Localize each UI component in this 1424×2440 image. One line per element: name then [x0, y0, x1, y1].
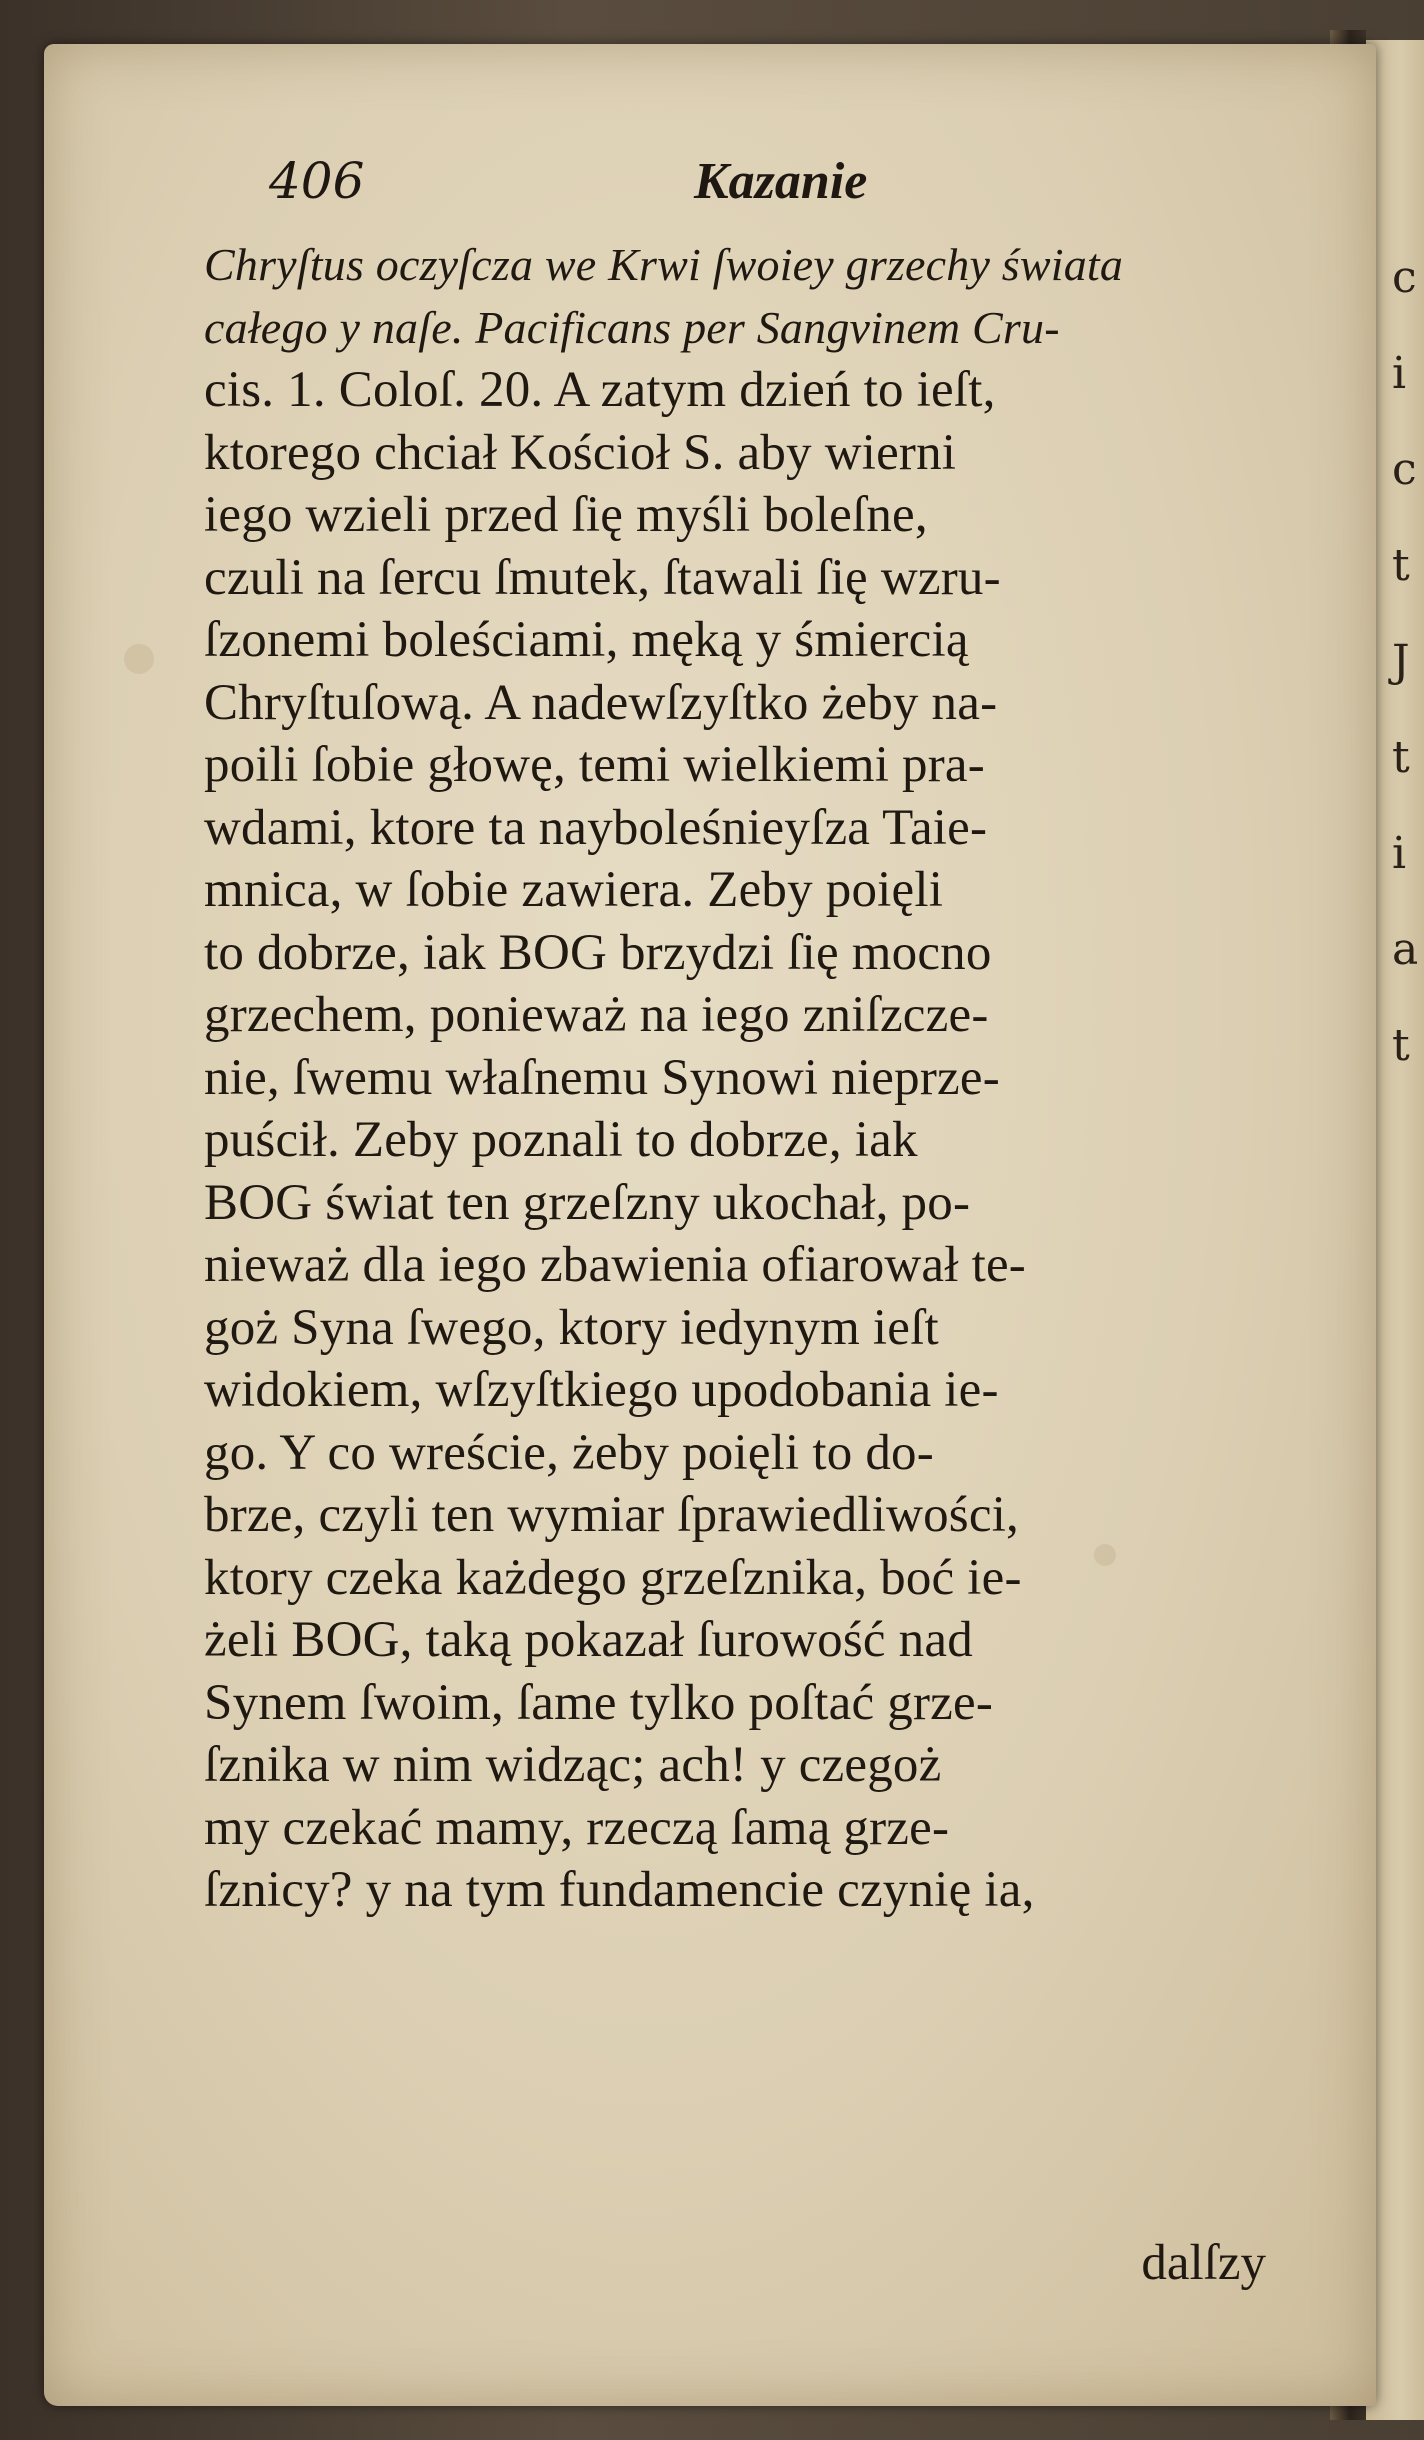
text-line: grzechem, ponieważ na iego zniſzcze- — [204, 987, 989, 1043]
text-line: czuli na ſercu ſmutek, ſtawali ſię wzru- — [204, 549, 1001, 606]
facing-page-letter: c — [1392, 252, 1417, 303]
facing-page-letter: i — [1392, 828, 1407, 879]
facing-page-marks — [1392, 230, 1422, 1094]
text-line: go. Y co wreście, żeby poięli to do- — [204, 1424, 934, 1481]
text-line: brze, czyli ten wymiar ſprawiedliwości, — [204, 1487, 1020, 1543]
text-line: my czekać mamy, rzeczą ſamą grze- — [204, 1799, 950, 1856]
text-line: ſznicy? y na tym fundamencie czynię ia, — [204, 1862, 1035, 1918]
facing-page-letter: t — [1392, 1020, 1410, 1071]
text-line: wdami, ktore ta nayboleśnieyſza Taie- — [204, 799, 988, 856]
paper-stain — [124, 644, 154, 674]
facing-page-letter: c — [1392, 444, 1417, 495]
facing-page-letter: t — [1392, 732, 1410, 783]
text-line: Synem ſwoim, ſame tylko poſtać grze- — [204, 1674, 994, 1731]
text-line: cis. 1. Coloſ. 20. A zatym dzień to ieſt, — [204, 362, 996, 418]
text-line: ktory czeka każdego grzeſznika, boć ie- — [204, 1549, 1022, 1606]
text-line: ſznika w nim widząc; ach! y czegoż — [204, 1737, 942, 1793]
text-line: puścił. Zeby poznali to dobrze, iak — [204, 1112, 918, 1168]
facing-page-letter: i — [1392, 348, 1407, 399]
facing-page-letter: a — [1392, 924, 1419, 975]
text-line: mnica, w ſobie zawiera. Zeby poięli — [204, 862, 944, 918]
text-line: nie, ſwemu właſnemu Synowi nieprze- — [204, 1049, 1000, 1106]
text-line: Chryſtus oczyſcza we Krwi ſwoiey grzechy świata — [204, 239, 1124, 290]
page-header — [44, 152, 1376, 222]
text-line: iego wzieli przed ſię myśli boleſne, — [204, 487, 928, 543]
text-line: widokiem, wſzyſtkiego upodobania ie- — [204, 1362, 999, 1418]
running-head: Kazanie — [694, 153, 868, 210]
text-line: poili ſobie głowę, temi wielkiemi pra- — [204, 737, 985, 793]
facing-page-letter: t — [1392, 540, 1410, 591]
page-number: 406 — [269, 152, 365, 210]
catchword: dalſzy — [1141, 2235, 1266, 2291]
text-line: BOG świat ten grzeſzny ukochał, po- — [204, 1174, 971, 1231]
text-line: ktorego chciał Kościoł S. aby wierni — [204, 424, 957, 481]
text-line: całego y naſe. Pacificans per Sangvinem Cru- — [204, 301, 1060, 353]
text-line: Chryſtuſową. A nadewſzyſtko żeby na- — [204, 674, 998, 731]
text-line: nieważ dla iego zbawienia ofiarował te- — [204, 1237, 1026, 1293]
text-line: goż Syna ſwego, ktory iedynym ieſt — [204, 1299, 939, 1356]
text-line: to dobrze, iak BOG brzydzi ſię mocno — [204, 924, 992, 981]
text-line: żeli BOG, taką pokazał ſurowość nad — [204, 1612, 973, 1668]
book-page — [44, 44, 1376, 2406]
text-line: ſzonemi boleściami, męką y śmiercią — [204, 612, 969, 668]
body-text — [204, 234, 1354, 1922]
facing-page-letter: J — [1392, 636, 1410, 687]
